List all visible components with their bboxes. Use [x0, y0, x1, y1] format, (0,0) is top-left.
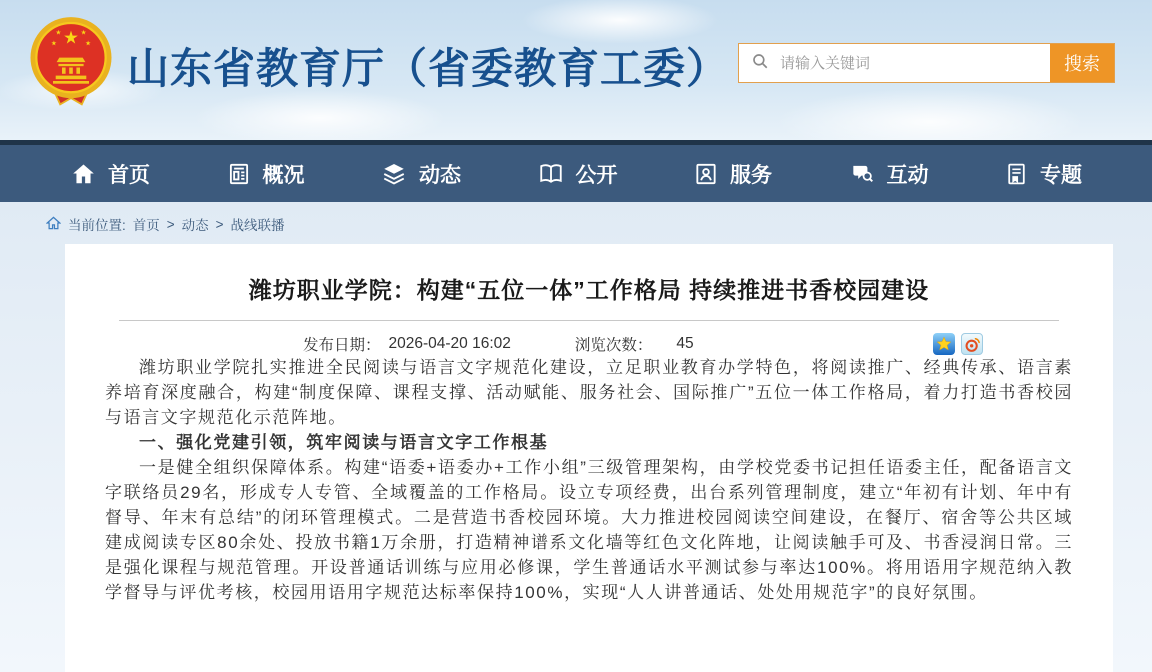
- site-title: 山东省教育厅（省委教育工委）: [127, 45, 730, 92]
- article-card: [65, 244, 1113, 672]
- article-paragraph-2: 一是健全组织保障体系。构建“语委+语委办+工作小组”三级管理架构，由学校党委书记担任语委主任，配备语言文字联络员29名，形成专人专管、全域覆盖的工作格局。设立专项经费，出台系列管理制度，建立“年初有计划、年中有督导、年末有总结”的闭环管理模式。二是营造书香校园环境。大力推进校园阅读空间建设，在餐厅、宿舍等公共区域建成阅读专区80余处、投放书籍1万余册，打造精神谱系文化墙等红色文化阵地，让阅读触手可及、书香浸润日常。三是强化课程与规范管理。开设普通话训练与应用必修课，学生普通话水平测试参与率达100%。将用语用字规范纳入教学督导与评优考核，校园用语用字规范达标率保持100%，实现“人人讲普通话、处处用规范字”的良好氛围。: [105, 458, 1073, 602]
- breadcrumb: [0, 208, 285, 240]
- nav-label: 专题: [1040, 163, 1082, 187]
- nav-item-home[interactable]: [70, 159, 150, 189]
- title-divider: [119, 320, 1059, 321]
- search-input-wrap: [739, 44, 1050, 82]
- article-title: 潍坊职业学院：构建“五位一体”工作格局 持续推进书香校园建设: [248, 277, 930, 303]
- share-buttons: [933, 333, 983, 355]
- search-icon: [751, 52, 769, 75]
- publish-date-label: 发布日期：: [303, 337, 381, 354]
- nav-item-news[interactable]: [380, 159, 461, 189]
- breadcrumb-home-icon: [46, 216, 61, 233]
- main-nav: [0, 140, 1152, 202]
- nav-label: 动态: [419, 163, 461, 187]
- nav-item-open[interactable]: [537, 159, 618, 189]
- publish-date-value: 2026-04-20 16:02: [388, 335, 511, 352]
- open-book-icon: [537, 161, 565, 187]
- breadcrumb-prefix: 当前位置:: [68, 218, 126, 233]
- search-box: [738, 43, 1115, 83]
- nav-label: 公开: [575, 163, 618, 187]
- weibo-share-icon[interactable]: [961, 333, 983, 355]
- article-body: [105, 355, 1073, 605]
- views-value: 45: [676, 335, 694, 352]
- nav-label: 首页: [108, 163, 150, 187]
- qzone-share-icon[interactable]: [933, 333, 955, 355]
- news-icon: [380, 161, 408, 187]
- overview-icon: [226, 161, 252, 187]
- article-paragraph-1: 潍坊职业学院扎实推进全民阅读与语言文字规范化建设，立足职业教育办学特色，将阅读推广、经典传承、语言素养培育深度融合，构建“制度保障、课程支撑、活动赋能、服务社会、国际推广”五位一体工作格局，着力打造书香校园与语言文字规范化示范阵地。: [105, 358, 1073, 427]
- service-icon: [693, 161, 719, 187]
- search-button[interactable]: 搜索: [1050, 44, 1114, 82]
- nav-item-overview[interactable]: [226, 159, 305, 189]
- topic-icon: [1004, 161, 1029, 187]
- nav-item-service[interactable]: [693, 159, 772, 189]
- home-icon: [70, 161, 97, 187]
- breadcrumb-item-frontline[interactable]: 战线联播: [230, 218, 285, 233]
- interaction-icon: [848, 161, 876, 187]
- breadcrumb-separator: >: [215, 216, 224, 232]
- search-input[interactable]: [778, 54, 1050, 73]
- nav-item-topic[interactable]: [1004, 159, 1082, 189]
- breadcrumb-item-news[interactable]: 动态: [181, 218, 209, 233]
- nav-item-interaction[interactable]: [848, 159, 929, 189]
- nav-label: 服务: [730, 163, 772, 187]
- article-section-heading-1: 一、强化党建引领，筑牢阅读与语言文字工作根基: [139, 433, 549, 452]
- nav-label: 互动: [886, 163, 929, 187]
- nav-label: 概况: [262, 163, 305, 187]
- breadcrumb-item-home[interactable]: 首页: [132, 218, 160, 233]
- article-meta: [105, 333, 1073, 355]
- national-emblem-icon: [26, 15, 116, 111]
- breadcrumb-separator: >: [166, 216, 175, 232]
- views-label: 浏览次数：: [574, 337, 653, 354]
- site-header: [0, 0, 1152, 140]
